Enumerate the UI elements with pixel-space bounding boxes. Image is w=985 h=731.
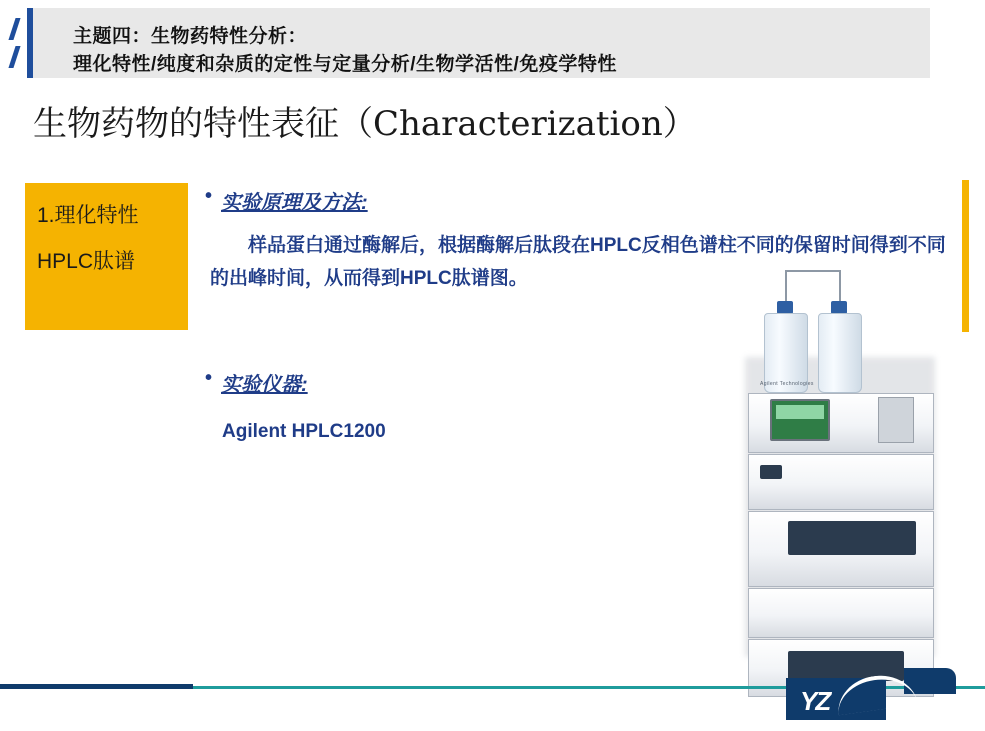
instrument-name: Agilent HPLC1200	[222, 421, 386, 442]
solvent-tube-right	[839, 271, 841, 303]
header-topic-line: 主题四：生物药特性分析：	[73, 26, 308, 47]
instrument-display-screen	[770, 399, 830, 441]
header-subtopic-line: 理化特性/纯度和杂质的定性与定量分析/生物学活性/免疫学特性	[73, 54, 617, 75]
instrument-heading: • 实验仪器:	[221, 368, 308, 397]
section-label-line2: HPLC肽谱	[37, 250, 136, 273]
instrument-module-pump	[748, 454, 934, 510]
principle-paragraph: 样品蛋白通过酶解后，根据酶解后肽段在HPLC反相色谱柱不同的保留时间得到不同的出峰时间，从而得到HPLC肽谱图。	[210, 235, 946, 289]
section-label-line1: 1.理化特性	[37, 204, 139, 227]
instrument-keypad	[878, 397, 914, 443]
page-title: 生物药物的特性表征（Characterization）	[33, 104, 697, 144]
hplc-instrument-image	[700, 265, 970, 685]
footer-logo-text: YZ	[800, 686, 830, 716]
footer-rule-navy	[0, 684, 193, 689]
instrument-autosampler-door	[788, 521, 916, 555]
instrument-module-column-oven	[748, 588, 934, 638]
instrument-brand-label: Agilent Technologies	[760, 381, 814, 387]
instrument-display-readout	[776, 405, 824, 419]
solvent-tube-crossbar	[785, 270, 841, 272]
slide-header-band	[27, 8, 930, 78]
solvent-bottle-right	[818, 313, 862, 393]
instrument-pump-port	[760, 465, 782, 479]
section-label-box	[25, 183, 188, 330]
solvent-tube-left	[785, 271, 787, 303]
principle-heading: • 实验原理及方法:	[221, 186, 368, 215]
